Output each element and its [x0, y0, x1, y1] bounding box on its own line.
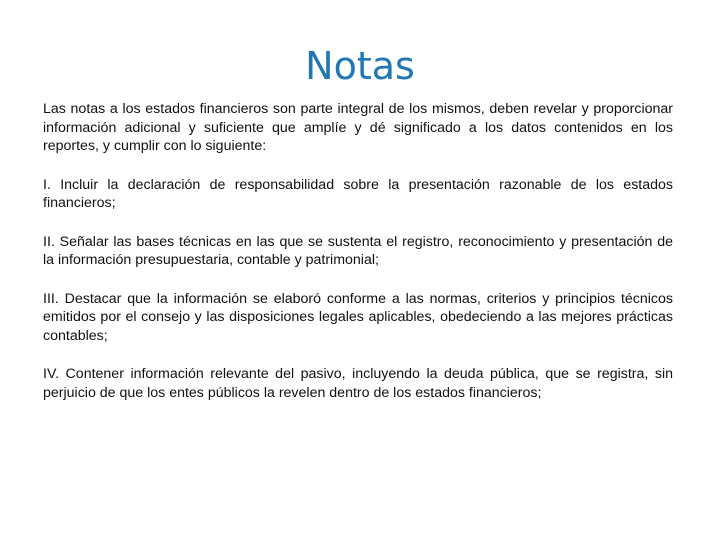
slide-title-text: Notas	[305, 44, 415, 88]
intro-paragraph: Las notas a los estados financieros son parte integral de los mismos, deben revelar y proporcionar información adicional y suficiente que amplíe y dé significado a los datos contenidos en los reportes, y cumplir con lo siguiente:	[43, 101, 673, 154]
item-iii-paragraph: III. Destacar que la información se elaboró conforme a las normas, criterios y principios técnicos emitidos por el consejo y las disposiciones legales aplicables, obedeciendo a las mejores prácticas contables;	[43, 290, 673, 344]
item-i-paragraph: I. Incluir la declaración de responsabilidad sobre la presentación razonable de los estados financieros;	[43, 176, 673, 211]
slide-title	[0, 42, 720, 90]
slide-body	[43, 100, 673, 422]
item-iv-paragraph: IV. Contener información relevante del pasivo, incluyendo la deuda pública, que se registra, sin perjuicio de que los entes públicos la revelen dentro de los estados financieros;	[43, 366, 673, 401]
item-ii-paragraph: II. Señalar las bases técnicas en las que se sustenta el registro, reconocimiento y presentación de la información presupuestaria, contable y patrimonial;	[43, 233, 673, 268]
